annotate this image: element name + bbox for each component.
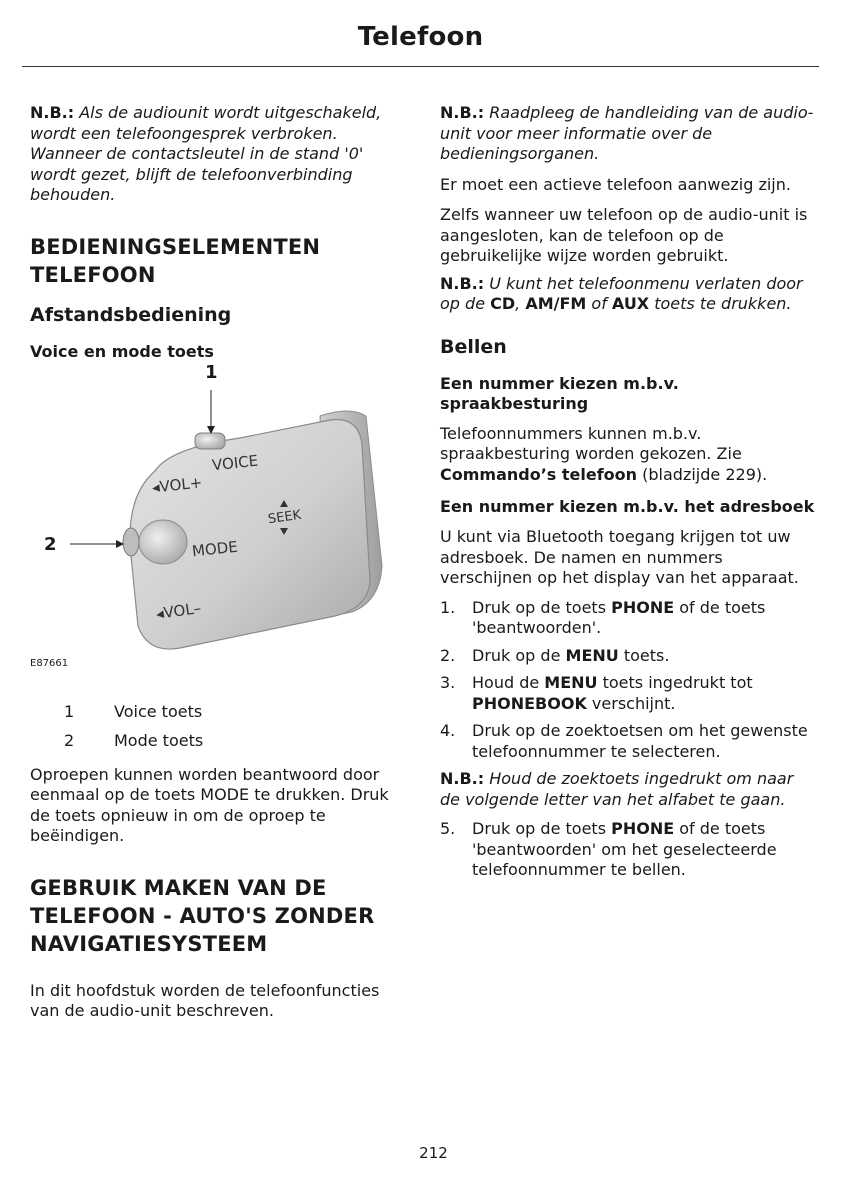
note-search-key (440, 769, 818, 810)
step-number: 4. (440, 721, 456, 740)
note-text: U kunt het telefoonmenu verlaten door op de (440, 273, 803, 313)
step-text: Druk op de MENU toets. (472, 645, 670, 665)
legend-number: 2 (64, 730, 75, 750)
subsubsection-title-voice-mode: Voice en mode toets (30, 341, 214, 361)
key-phonebook: PHONEBOOK (472, 693, 587, 713)
paragraph-voice-dial (440, 424, 818, 486)
note-text: Houd de zoektoets ingedrukt om naar de volgende letter van het alfabet te gaan. (440, 769, 794, 809)
step-text: Druk op de toets PHONE of de toets 'beantwoorden'. (472, 597, 766, 637)
steps-list-continued (440, 819, 818, 881)
page-title: Telefoon (357, 22, 484, 52)
callout-1: 1 (205, 361, 218, 383)
note-exit-menu (440, 274, 818, 315)
link-voice-commands[interactable]: Commando’s telefoon (440, 464, 638, 484)
step-number: 5. (440, 819, 456, 838)
list-item (440, 646, 818, 667)
page-header (22, 0, 819, 67)
step-number: 3. (440, 673, 456, 692)
callout-2: 2 (44, 533, 57, 555)
steps-list (440, 598, 818, 763)
legend-label: Mode toets (114, 730, 204, 750)
vol-plus-label: ◂VOL+ (151, 472, 204, 497)
remote-control-illustration (30, 376, 402, 676)
note-manual (440, 103, 818, 165)
note-text: toets te drukken. (649, 294, 792, 313)
subsection-title-remote: Afstandsbediening (30, 303, 232, 326)
key-menu: MENU (565, 645, 619, 665)
page-reference: (bladzijde 229). (637, 464, 768, 484)
figure-code: E87661 (30, 657, 69, 669)
note-text: Als de audiounit wordt uitgeschakeld, wordt een telefoongesprek verbroken. Wanneer de contactsleutel in de stand '0' wordt gezet, blijft de telefoonverbinding behouden. (30, 103, 382, 204)
section-title-controls: BEDIENINGSELEMENTEN TELEFOON (30, 234, 321, 287)
note-label: N.B.: (440, 769, 485, 788)
note-text: Raadpleeg de handleiding van de audio-unit voor meer informatie over de bedieningsorganen. (440, 103, 814, 163)
key-cd: CD (490, 294, 516, 313)
key-aux: AUX (611, 294, 650, 313)
left-column (30, 103, 402, 1022)
legend-row (30, 702, 402, 722)
list-item (440, 598, 818, 639)
paragraph-phonebook: U kunt via Bluetooth toegang krijgen tot uw adresboek. De namen en nummers verschijnen op het display van het apparaat. (440, 527, 799, 587)
seek-button-label: SEEK (267, 507, 303, 527)
step-number: 1. (440, 597, 456, 617)
list-item (440, 673, 818, 714)
heading-voice-dial: Een nummer kiezen m.b.v. spraakbesturing (440, 373, 679, 413)
key-amfm: AM/FM (525, 294, 587, 313)
key-phone: PHONE (611, 819, 675, 838)
paragraph-active-phone: Er moet een actieve telefoon aanwezig zijn. (440, 174, 791, 194)
step-text: Druk op de zoektoetsen om het gewenste telefoonnummer te selecteren. (472, 721, 808, 761)
subsection-title-calling: Bellen (440, 335, 507, 358)
note-text: , (515, 294, 526, 313)
figure-legend (30, 702, 402, 751)
note-label: N.B.: (440, 273, 485, 293)
vol-minus-label: ◂VOL– (154, 598, 203, 623)
legend-label: Voice toets (114, 701, 203, 721)
page-number: 212 (419, 1144, 448, 1162)
voice-button-label: VOICE (211, 451, 260, 474)
note-label: N.B.: (440, 103, 485, 122)
step-number: 2. (440, 645, 456, 665)
list-item (440, 721, 818, 762)
heading-phonebook-dial: Een nummer kiezen m.b.v. het adresboek (440, 497, 815, 516)
paragraph-text: Telefoonnummers kunnen m.b.v. spraakbesturing worden gekozen. Zie (440, 423, 742, 463)
step-text: Houd de MENU toets ingedrukt tot PHONEBOOK verschijnt. (472, 673, 753, 713)
mode-button-label: MODE (191, 537, 239, 560)
step-text: Druk op de toets PHONE of de toets 'beantwoorden' om het geselecteerde telefoonnummer te bellen. (472, 819, 777, 879)
right-column (440, 103, 818, 881)
list-item (440, 819, 818, 881)
paragraph-chapter-intro: In dit hoofdstuk worden de telefoonfuncties van de audio-unit beschreven. (30, 980, 380, 1020)
key-phone: PHONE (611, 597, 675, 617)
section-title-using-phone: GEBRUIK MAKEN VAN DE TELEFOON - AUTO'S ZONDER NAVIGATIESYSTEEM (30, 875, 375, 956)
legend-number: 1 (64, 701, 75, 721)
paragraph-answer-calls: Oproepen kunnen worden beantwoord door eenmaal op de toets MODE te drukken. Druk de toets opnieuw in om de oproep te beëindigen. (30, 764, 389, 845)
note-audiounit (30, 103, 402, 206)
legend-row (30, 731, 402, 751)
note-label: N.B.: (30, 103, 75, 122)
paragraph-normal-use: Zelfs wanneer uw telefoon op de audio-unit is aangesloten, kan de telefoon op de gebruikelijke wijze worden gebruikt. (440, 205, 808, 265)
remote-control-figure (30, 361, 402, 676)
note-text: of (586, 294, 612, 313)
key-menu: MENU (544, 673, 598, 692)
